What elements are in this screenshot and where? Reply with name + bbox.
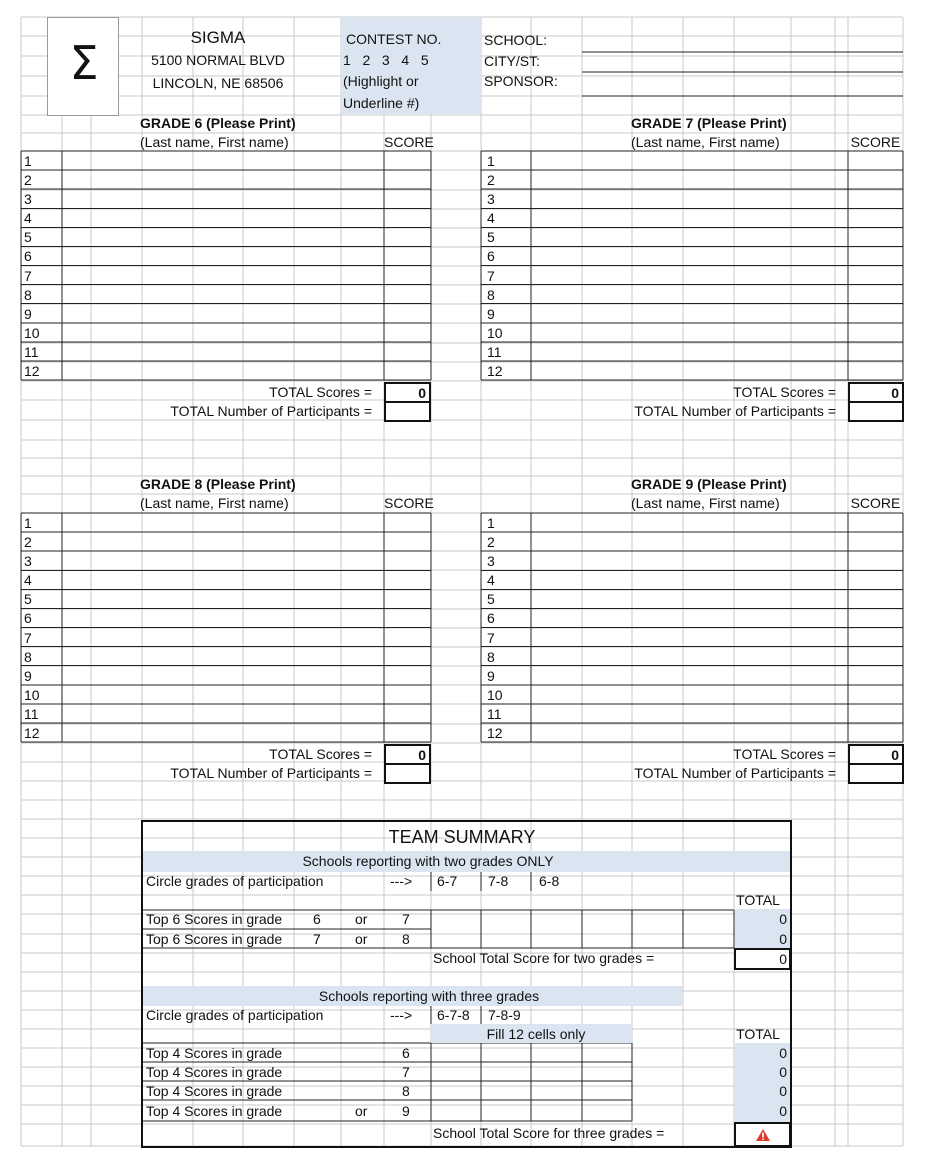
arrow-label: ---> xyxy=(390,873,413,889)
grade6-row-number: 12 xyxy=(24,362,40,379)
two-school-total: 0 xyxy=(779,951,787,967)
grade7-name-cell[interactable] xyxy=(532,151,848,170)
two-row2-grade-b: 8 xyxy=(402,931,410,947)
grade9-score-cell[interactable] xyxy=(849,628,903,647)
top4-label: Top 4 Scores in grade xyxy=(146,1083,283,1099)
contest-note-2: Underline #) xyxy=(343,95,420,111)
option-6-7[interactable]: 6-7 xyxy=(437,873,458,889)
fill-note: Fill 12 cells only xyxy=(486,1026,586,1042)
grade8-row-number: 11 xyxy=(24,705,39,722)
grade6-row-number: 11 xyxy=(24,343,39,360)
arrow-label-3: ---> xyxy=(390,1007,413,1023)
grade6-score-cell[interactable] xyxy=(385,189,431,208)
grade8-row-number: 9 xyxy=(24,667,32,684)
grade9-names-hint: (Last name, First name) xyxy=(631,495,780,511)
grade8-score-cell[interactable] xyxy=(385,608,431,627)
grade8-row-number: 5 xyxy=(24,591,32,608)
grade8-score-cell[interactable] xyxy=(385,532,431,551)
grade6-score-cell[interactable] xyxy=(385,170,431,189)
grade9-score-cell[interactable] xyxy=(849,704,903,723)
grade8-row-number: 10 xyxy=(24,686,40,703)
two-grades-header: Schools reporting with two grades ONLY xyxy=(302,853,554,869)
grade6-name-cell[interactable] xyxy=(63,266,384,285)
grade7-name-cell[interactable] xyxy=(532,361,848,380)
grade7-score-cell[interactable] xyxy=(849,266,903,285)
contest-numbers[interactable]: 1 2 3 4 5 xyxy=(343,52,429,68)
grade6-score-cell[interactable] xyxy=(385,285,431,304)
grade8-score-cell[interactable] xyxy=(385,551,431,570)
sponsor-label: SPONSOR: xyxy=(484,73,558,89)
grade8-name-cell[interactable] xyxy=(63,551,384,570)
grade7-score-cell[interactable] xyxy=(849,227,903,246)
grade8-names-hint: (Last name, First name) xyxy=(140,495,289,511)
grade8-name-cell[interactable] xyxy=(63,608,384,627)
grade7-title: GRADE 7 (Please Print) xyxy=(631,115,787,131)
grade6-name-cell[interactable] xyxy=(63,170,384,189)
grade9-score-cell[interactable] xyxy=(849,608,903,627)
grade7-score-cell[interactable] xyxy=(849,170,903,189)
address-line-1: 5100 NORMAL BLVD xyxy=(151,52,285,68)
grade7-name-cell[interactable] xyxy=(532,304,848,323)
two-grades-total-header: TOTAL xyxy=(736,892,780,908)
grade9-name-cell[interactable] xyxy=(532,570,848,589)
three-row-total: 0 xyxy=(779,1083,787,1099)
grade6-score-cell[interactable] xyxy=(385,361,431,380)
three-grades-total-header: TOTAL xyxy=(736,1026,780,1042)
grade8-row-number: 6 xyxy=(24,610,32,627)
grade7-names-hint: (Last name, First name) xyxy=(631,134,780,150)
grade6-score-cell[interactable] xyxy=(385,323,431,342)
grade6-name-cell[interactable] xyxy=(63,323,384,342)
two-row1-total: 0 xyxy=(779,911,787,927)
two-row2-total: 0 xyxy=(779,931,787,947)
grade8-name-cell[interactable] xyxy=(63,532,384,551)
grade7-score-cell[interactable] xyxy=(849,285,903,304)
grade8-title: GRADE 8 (Please Print) xyxy=(140,476,296,492)
top4-label: Top 4 Scores in grade xyxy=(146,1045,283,1061)
grade7-row-number: 7 xyxy=(487,267,495,284)
grade8-name-cell[interactable] xyxy=(63,647,384,666)
option-6-8[interactable]: 6-8 xyxy=(539,873,560,889)
grade7-name-cell[interactable] xyxy=(532,285,848,304)
grade9-row-number: 8 xyxy=(487,648,495,665)
grade7-name-cell[interactable] xyxy=(532,227,848,246)
grade7-row-number: 9 xyxy=(487,305,495,322)
grade6-score-cell[interactable] xyxy=(385,266,431,285)
three-row-grade: 6 xyxy=(402,1045,410,1061)
three-school-total-label: School Total Score for three grades = xyxy=(433,1125,665,1141)
grade8-score-cell[interactable] xyxy=(385,647,431,666)
grade6-names-hint: (Last name, First name) xyxy=(140,134,289,150)
grade9-participants-label: TOTAL Number of Participants = xyxy=(634,765,836,781)
two-row1-grade-a: 6 xyxy=(313,911,321,927)
three-row-grade: 8 xyxy=(402,1083,410,1099)
grade9-name-cell[interactable] xyxy=(532,532,848,551)
grade7-name-cell[interactable] xyxy=(532,266,848,285)
grade7-name-cell[interactable] xyxy=(532,246,848,265)
grade9-row-number: 7 xyxy=(487,629,495,646)
grade7-score-cell[interactable] xyxy=(849,246,903,265)
top6-label-2: Top 6 Scores in grade xyxy=(146,931,283,947)
grade9-name-cell[interactable] xyxy=(532,666,848,685)
three-grades-header: Schools reporting with three grades xyxy=(318,988,540,1004)
grade6-row-number: 2 xyxy=(24,172,32,189)
two-row1-grade-b: 7 xyxy=(402,911,410,927)
grade8-row-number: 7 xyxy=(24,629,32,646)
three-row-or: or xyxy=(355,1103,368,1119)
grade9-score-cell[interactable] xyxy=(849,723,903,742)
grade7-name-cell[interactable] xyxy=(532,189,848,208)
grade8-total-scores-label: TOTAL Scores = xyxy=(269,746,372,762)
grade7-score-cell[interactable] xyxy=(849,208,903,227)
grade6-title: GRADE 6 (Please Print) xyxy=(140,115,296,131)
three-row-total: 0 xyxy=(779,1045,787,1061)
grade6-name-cell[interactable] xyxy=(63,151,384,170)
grade8-name-cell[interactable] xyxy=(63,723,384,742)
sigma-logo-icon: Σ xyxy=(69,36,99,90)
grade6-score-cell[interactable] xyxy=(385,342,431,361)
grade9-row-number: 10 xyxy=(487,686,503,703)
grade6-total-scores-value: 0 xyxy=(418,385,426,401)
grade7-score-cell[interactable] xyxy=(849,361,903,380)
grade9-score-cell[interactable] xyxy=(849,570,903,589)
two-school-total-label: School Total Score for two grades = xyxy=(433,950,655,966)
contest-note-1: (Highlight or xyxy=(343,73,419,89)
top4-label: Top 4 Scores in grade xyxy=(146,1064,283,1080)
grade6-name-cell[interactable] xyxy=(63,227,384,246)
grade6-name-cell[interactable] xyxy=(63,285,384,304)
grade8-score-cell[interactable] xyxy=(385,570,431,589)
grade7-row-number: 6 xyxy=(487,248,495,265)
grade7-score-cell[interactable] xyxy=(849,304,903,323)
grade6-row-number: 9 xyxy=(24,305,32,322)
top6-label-1: Top 6 Scores in grade xyxy=(146,911,283,927)
option-6-7-8[interactable]: 6-7-8 xyxy=(437,1007,470,1023)
top4-label: Top 4 Scores in grade xyxy=(146,1103,283,1119)
grade8-score-cell[interactable] xyxy=(385,666,431,685)
grade9-total-scores-label: TOTAL Scores = xyxy=(733,746,836,762)
grade8-participants-label: TOTAL Number of Participants = xyxy=(170,765,372,781)
grade8-name-cell[interactable] xyxy=(63,666,384,685)
grade9-score-cell[interactable] xyxy=(849,532,903,551)
grade7-row-number: 1 xyxy=(487,153,495,169)
grade6-row-number: 5 xyxy=(24,229,32,246)
grade7-participants-box[interactable] xyxy=(848,401,904,422)
option-7-8[interactable]: 7-8 xyxy=(488,873,509,889)
org-name: SIGMA xyxy=(190,28,246,47)
grade6-score-cell[interactable] xyxy=(385,208,431,227)
school-label: SCHOOL: xyxy=(484,32,548,48)
grade8-row-number: 4 xyxy=(24,572,32,589)
grade9-score-cell[interactable] xyxy=(849,551,903,570)
grade7-score-cell[interactable] xyxy=(849,342,903,361)
three-row-total: 0 xyxy=(779,1064,787,1080)
option-7-8-9[interactable]: 7-8-9 xyxy=(488,1007,521,1023)
warning-icon xyxy=(756,1129,770,1141)
grade8-row-number: 12 xyxy=(24,724,40,741)
grade8-row-number: 3 xyxy=(24,553,32,570)
grade9-participants-box[interactable] xyxy=(848,763,904,784)
grade7-row-number: 8 xyxy=(487,286,495,303)
grade9-row-number: 9 xyxy=(487,667,495,684)
grade6-name-cell[interactable] xyxy=(63,361,384,380)
address-line-2: LINCOLN, NE 68506 xyxy=(152,75,284,91)
grade8-row-number: 1 xyxy=(24,515,32,531)
grade9-name-cell[interactable] xyxy=(532,723,848,742)
grade9-score-cell[interactable] xyxy=(849,666,903,685)
grade8-row-number: 8 xyxy=(24,648,32,665)
city-field[interactable] xyxy=(582,52,903,72)
grade8-name-cell[interactable] xyxy=(63,628,384,647)
grade9-name-cell[interactable] xyxy=(532,608,848,627)
grade9-name-cell[interactable] xyxy=(532,628,848,647)
contest-label: CONTEST NO. xyxy=(346,31,442,47)
grade8-name-cell[interactable] xyxy=(63,589,384,608)
grade8-total-scores-value: 0 xyxy=(418,747,426,763)
grade6-score-cell[interactable] xyxy=(385,304,431,323)
grade7-total-scores-value: 0 xyxy=(891,385,899,401)
grade7-row-number: 2 xyxy=(487,172,495,189)
two-row1-or: or xyxy=(355,911,368,927)
grade6-name-cell[interactable] xyxy=(63,246,384,265)
grade6-score-cell[interactable] xyxy=(385,151,431,170)
grade6-row-number: 6 xyxy=(24,248,32,265)
city-label: CITY/ST: xyxy=(484,53,541,69)
grade6-name-cell[interactable] xyxy=(63,342,384,361)
grade6-row-number: 10 xyxy=(24,324,40,341)
grade9-score-cell[interactable] xyxy=(849,589,903,608)
grade6-row-number: 7 xyxy=(24,267,32,284)
grade6-participants-box[interactable] xyxy=(384,401,431,422)
grade7-name-cell[interactable] xyxy=(532,342,848,361)
grade9-score-cell[interactable] xyxy=(849,685,903,704)
grade7-row-number: 11 xyxy=(487,343,502,360)
sponsor-field[interactable] xyxy=(582,72,903,96)
grade8-score-cell[interactable] xyxy=(385,723,431,742)
grade8-row-number: 2 xyxy=(24,534,32,551)
grade8-score-cell[interactable] xyxy=(385,513,431,532)
grade7-score-cell[interactable] xyxy=(849,323,903,342)
grade6-row-number: 4 xyxy=(24,210,32,227)
grade6-participants-label: TOTAL Number of Participants = xyxy=(170,403,372,419)
grade9-row-number: 1 xyxy=(487,515,495,531)
grade8-score-header: SCORE xyxy=(384,495,434,511)
grade7-score-cell[interactable] xyxy=(849,189,903,208)
grade6-row-number: 8 xyxy=(24,286,32,303)
two-row2-or: or xyxy=(355,931,368,947)
grade9-name-cell[interactable] xyxy=(532,513,848,532)
grade8-name-cell[interactable] xyxy=(63,704,384,723)
grade7-row-number: 4 xyxy=(487,210,495,227)
grade7-total-scores-label: TOTAL Scores = xyxy=(733,384,836,400)
grade8-score-cell[interactable] xyxy=(385,685,431,704)
grade7-name-cell[interactable] xyxy=(532,170,848,189)
grade9-row-number: 12 xyxy=(487,724,503,741)
grade8-score-cell[interactable] xyxy=(385,704,431,723)
grade9-name-cell[interactable] xyxy=(532,685,848,704)
grade9-row-number: 6 xyxy=(487,610,495,627)
grade6-name-cell[interactable] xyxy=(63,189,384,208)
grade9-title: GRADE 9 (Please Print) xyxy=(631,476,787,492)
circle-grades-label-3: Circle grades of participation xyxy=(146,1007,324,1023)
grade9-row-number: 11 xyxy=(487,705,502,722)
team-summary-title: TEAM SUMMARY xyxy=(388,827,536,847)
grade7-name-cell[interactable] xyxy=(532,323,848,342)
grade9-score-header: SCORE xyxy=(850,495,901,511)
grade8-name-cell[interactable] xyxy=(63,570,384,589)
grade8-participants-box[interactable] xyxy=(384,763,431,784)
grade6-row-number: 1 xyxy=(24,153,32,169)
grade9-name-cell[interactable] xyxy=(532,589,848,608)
grade9-row-number: 4 xyxy=(487,572,495,589)
grade6-name-cell[interactable] xyxy=(63,304,384,323)
grade6-name-cell[interactable] xyxy=(63,208,384,227)
grade7-score-header: SCORE xyxy=(850,134,901,150)
grade7-score-cell[interactable] xyxy=(849,151,903,170)
grade8-name-cell[interactable] xyxy=(63,685,384,704)
grade8-name-cell[interactable] xyxy=(63,513,384,532)
grade6-total-scores-label: TOTAL Scores = xyxy=(269,384,372,400)
grade9-row-number: 3 xyxy=(487,553,495,570)
two-row2-grade-a: 7 xyxy=(313,931,321,947)
grade7-row-number: 10 xyxy=(487,324,503,341)
grade9-score-cell[interactable] xyxy=(849,513,903,532)
three-row-grade: 7 xyxy=(402,1064,410,1080)
logo xyxy=(47,17,119,116)
grade7-participants-label: TOTAL Number of Participants = xyxy=(634,403,836,419)
grade7-name-cell[interactable] xyxy=(532,208,848,227)
grade9-name-cell[interactable] xyxy=(532,551,848,570)
grade8-score-cell[interactable] xyxy=(385,628,431,647)
grade9-row-number: 2 xyxy=(487,534,495,551)
three-row-grade: 9 xyxy=(402,1103,410,1119)
grade7-row-number: 3 xyxy=(487,191,495,208)
grade6-score-cell[interactable] xyxy=(385,246,431,265)
grade9-score-cell[interactable] xyxy=(849,647,903,666)
three-row-total: 0 xyxy=(779,1103,787,1119)
grade7-row-number: 5 xyxy=(487,229,495,246)
grade6-score-header: SCORE xyxy=(384,134,434,150)
circle-grades-label: Circle grades of participation xyxy=(146,873,324,889)
grade9-total-scores-value: 0 xyxy=(891,747,899,763)
grade7-row-number: 12 xyxy=(487,362,503,379)
grade6-score-cell[interactable] xyxy=(385,227,431,246)
grade9-name-cell[interactable] xyxy=(532,647,848,666)
grade9-row-number: 5 xyxy=(487,591,495,608)
grade8-score-cell[interactable] xyxy=(385,589,431,608)
grade9-name-cell[interactable] xyxy=(532,704,848,723)
school-field[interactable] xyxy=(582,32,903,52)
grade6-row-number: 3 xyxy=(24,191,32,208)
